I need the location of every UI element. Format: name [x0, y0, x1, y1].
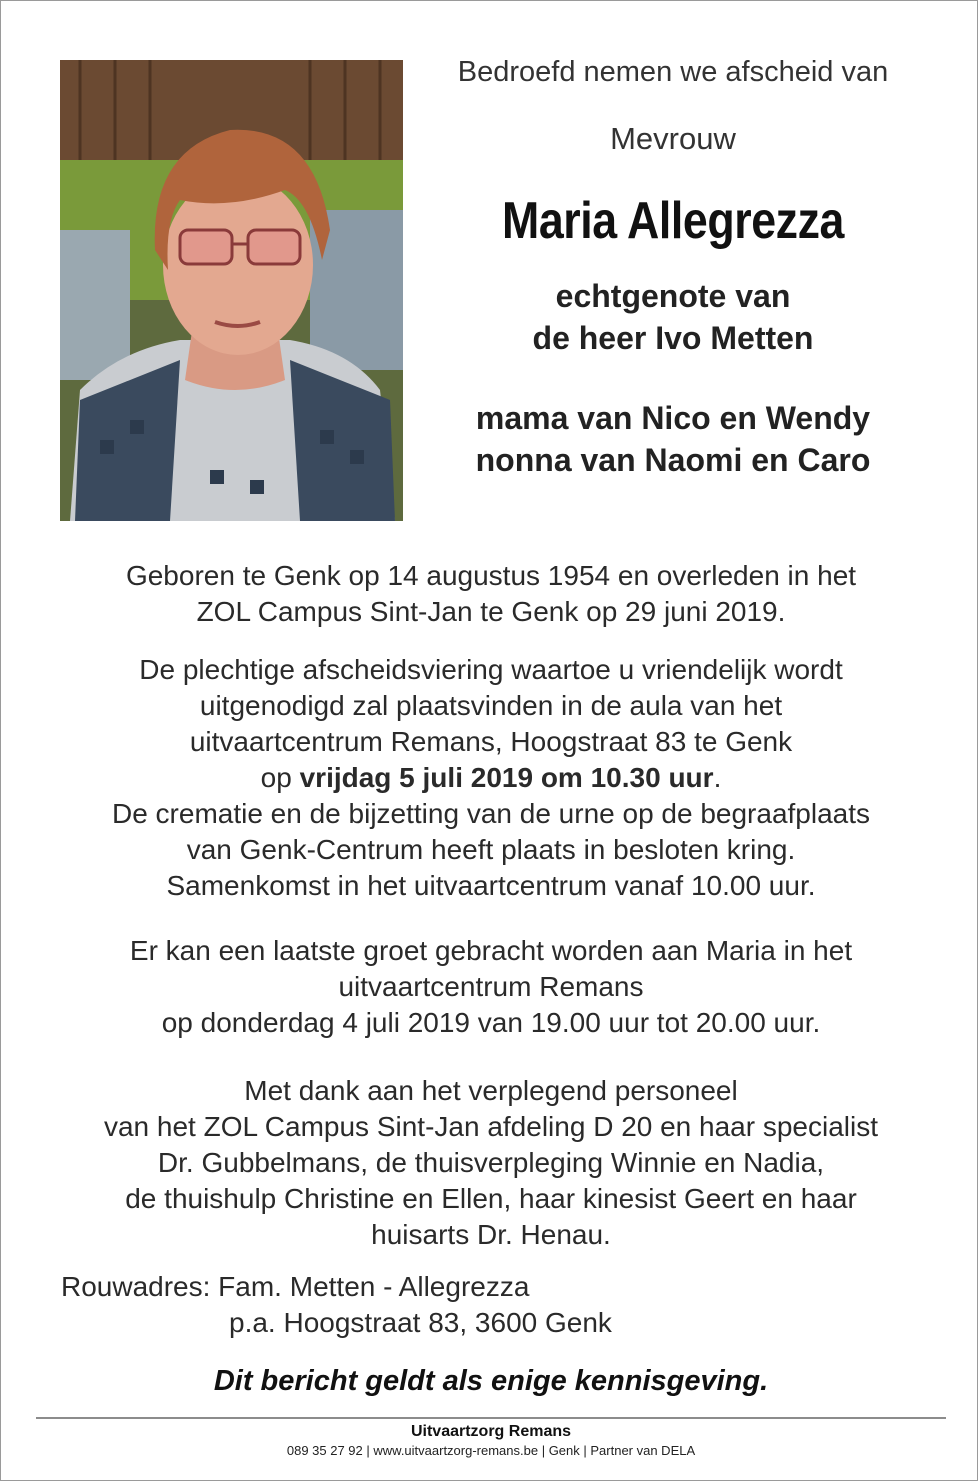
ceremony-line-6: van Genk-Centrum heeft plaats in besloten kring. — [186, 834, 796, 865]
spouse-line-1: echtgenote van — [555, 278, 791, 314]
greeting-line-1: Er kan een laatste groet gebracht worden aan Maria in het — [129, 935, 853, 966]
honorific: Mevrouw — [610, 121, 736, 156]
farewell-visit-paragraph — [41, 933, 941, 1041]
grandchildren-line: nonna van Naomi en Caro — [475, 442, 871, 478]
portrait-photo — [60, 60, 403, 521]
mourning-address — [61, 1269, 661, 1341]
family-block — [431, 397, 915, 481]
thanks-line-5: huisarts Dr. Henau. — [371, 1219, 611, 1250]
spouse-line-2: de heer Ivo Metten — [532, 320, 814, 356]
address-line-2: p.a. Hoogstraat 83, 3600 Genk — [229, 1307, 612, 1338]
funeral-home-name: Uitvaartzorg Remans — [410, 1423, 572, 1440]
footer-divider — [36, 1417, 946, 1419]
intro-text: Bedroefd nemen we afscheid van — [457, 56, 889, 88]
deceased-name: Maria Allegrezza — [502, 192, 844, 250]
ceremony-line-3: uitvaartcentrum Remans, Hoogstraat 83 te Genk — [189, 726, 793, 757]
notice-text: Dit bericht geldt als enige kennisgeving. — [213, 1365, 769, 1397]
thanks-line-3: Dr. Gubbelmans, de thuisverpleging Winnie en Nadia, — [157, 1147, 825, 1178]
funeral-home-contact: 089 35 27 92 | www.uitvaartzorg-remans.be | Genk | Partner van DELA — [286, 1443, 696, 1458]
ceremony-date-suffix: . — [713, 762, 722, 793]
header-block — [431, 51, 915, 481]
ceremony-date-prefix: op — [260, 762, 300, 793]
birth-line-1: Geboren te Genk op 14 augustus 1954 en overleden in het — [125, 560, 857, 591]
children-line: mama van Nico en Wendy — [475, 400, 871, 436]
ceremony-paragraph — [41, 652, 941, 904]
thanks-line-1: Met dank aan het verplegend personeel — [244, 1075, 738, 1106]
spouse-block — [431, 275, 915, 359]
greeting-line-2: uitvaartcentrum Remans — [338, 971, 644, 1002]
address-line-1: Rouwadres: Fam. Metten - Allegrezza — [61, 1271, 530, 1302]
ceremony-line-5: De crematie en de bijzetting van de urne op de begraafplaats — [111, 798, 871, 829]
greeting-line-3: op donderdag 4 juli 2019 van 19.00 uur tot 20.00 uur. — [161, 1007, 821, 1038]
thanks-paragraph — [41, 1073, 941, 1253]
birth-death-paragraph — [41, 558, 941, 630]
ceremony-date-line — [41, 760, 941, 796]
ceremony-date: vrijdag 5 juli 2019 om 10.30 uur — [299, 762, 714, 793]
thanks-line-2: van het ZOL Campus Sint-Jan afdeling D 20 en haar specialist — [103, 1111, 879, 1142]
ceremony-line-1: De plechtige afscheidsviering waartoe u vriendelijk wordt — [139, 654, 843, 685]
birth-line-2: ZOL Campus Sint-Jan te Genk op 29 juni 2019. — [196, 596, 786, 627]
ceremony-line-2: uitgenodigd zal plaatsvinden in de aula van het — [199, 690, 783, 721]
portrait-illustration — [60, 60, 403, 521]
ceremony-line-7: Samenkomst in het uitvaartcentrum vanaf 10.00 uur. — [166, 870, 816, 901]
thanks-line-4: de thuishulp Christine en Ellen, haar kinesist Geert en haar — [125, 1183, 857, 1214]
